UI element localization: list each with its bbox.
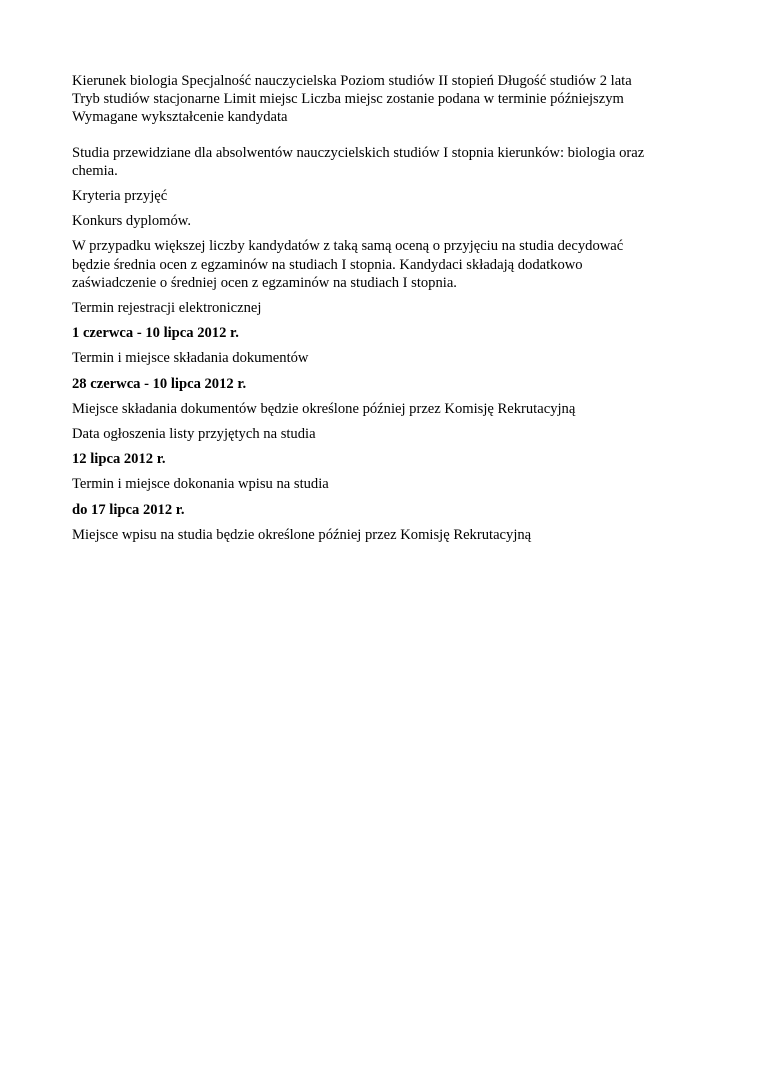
enrollment-place: Miejsce wpisu na studia będzie określone później przez Komisję Rekrutacyjną [72, 526, 532, 543]
documents-place: Miejsce składania dokumentów będzie określone później przez Komisję Rekrutacyjną [72, 400, 576, 417]
enrollment-label: Termin i miejsce dokonania wpisu na studia [72, 476, 329, 493]
document-body [72, 72, 692, 544]
documents-dates: 28 czerwca - 10 lipca 2012 r. [72, 375, 247, 392]
criteria-heading: Kryteria przyjęć [72, 188, 168, 205]
eligibility-line: chemia. [72, 162, 118, 179]
enrollment-date: do 17 lipca 2012 r. [72, 501, 185, 518]
tiebreak-line: będzie średnia ocen z egzaminów na studiach I stopnia. Kandydaci składają dodatkowo [72, 256, 583, 273]
tiebreak-line: W przypadku większej liczby kandydatów z taką samą oceną o przyjęciu na studia decydować [72, 238, 624, 255]
eligibility-paragraph [72, 144, 692, 180]
registration-dates: 1 czerwca - 10 lipca 2012 r. [72, 325, 239, 342]
registration-label: Termin rejestracji elektronicznej [72, 300, 262, 317]
criteria-text: Konkurs dyplomów. [72, 213, 192, 230]
eligibility-line: Studia przewidziane dla absolwentów nauczycielskich studiów I stopnia kierunków: biologia oraz [72, 144, 645, 161]
tiebreak-line: zaświadczenie o średniej ocen z egzaminów na studiach I stopnia. [72, 274, 457, 291]
announcement-label: Data ogłoszenia listy przyjętych na studia [72, 426, 316, 443]
tiebreak-paragraph [72, 237, 692, 292]
documents-label: Termin i miejsce składania dokumentów [72, 350, 309, 367]
program-details-line: Kierunek biologia Specjalność nauczycielska Poziom studiów II stopień Długość studiów 2 lata [72, 73, 632, 89]
program-details [72, 72, 692, 127]
program-details-line: Wymagane wykształcenie kandydata [72, 109, 288, 126]
announcement-date: 12 lipca 2012 r. [72, 451, 166, 468]
program-details-line: Tryb studiów stacjonarne Limit miejsc Liczba miejsc zostanie podana w terminie późniejszym [72, 91, 624, 108]
